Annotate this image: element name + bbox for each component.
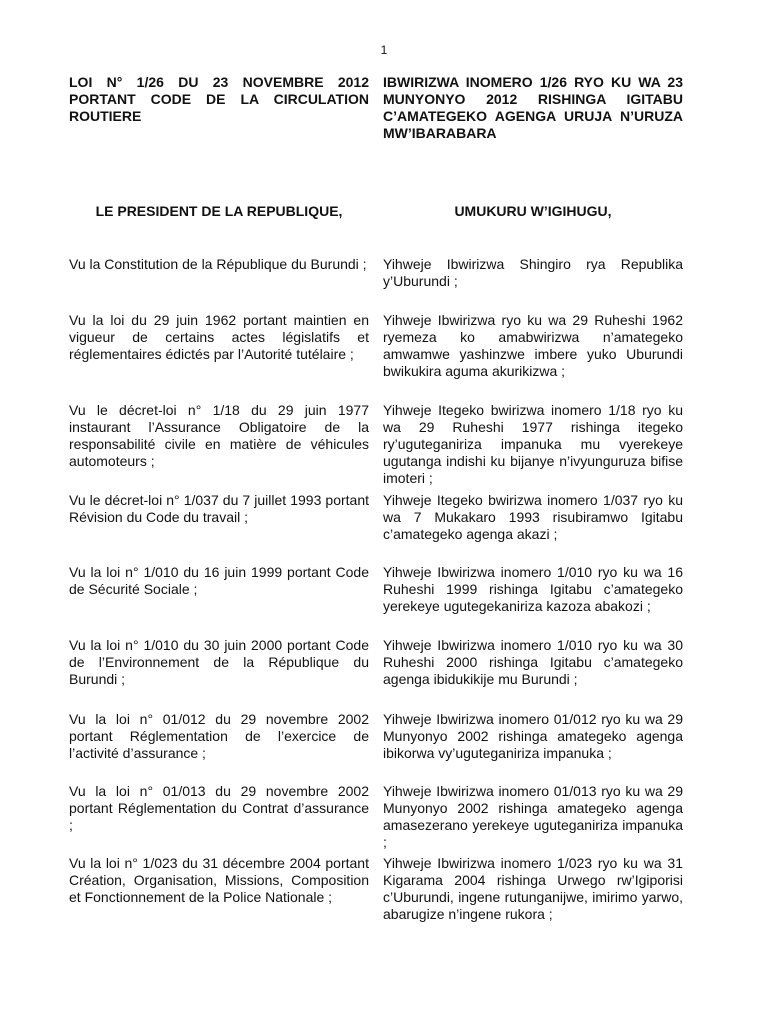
paragraph-kirundi-5: Yihweje Ibwirizwa inomero 1/010 ryo ku wa 16 Ruheshi 1999 rishinga Igitabu c’amategeko yerekeye ugutegekaniriza kazoza abakozi ; — [383, 564, 683, 614]
paragraph-french-1: Vu la Constitution de la République du Burundi ; — [69, 256, 367, 272]
paragraph-kirundi-3: Yihweje Itegeko bwirizwa inomero 1/18 ryo ku wa 29 Ruheshi 1977 rishinga itegeko ry’uguteganiriza impanuka mu vyerekeye ugutanga indishi ku bijanye n’ivyunguruza bifise imoteri ; — [383, 402, 683, 486]
paragraph-french-4: Vu le décret-loi n° 1/037 du 7 juillet 1993 portant Révision du Code du travail ; — [69, 492, 369, 525]
page-number: 1 — [380, 43, 388, 57]
paragraph-kirundi-6: Yihweje Ibwirizwa inomero 1/010 ryo ku wa 30 Ruheshi 2000 rishinga Igitabu c’amategeko agenga ibidukikije mu Burundi ; — [383, 637, 683, 687]
paragraph-french-8: Vu la loi n° 01/013 du 29 novembre 2002 portant Réglementation du Contrat d’assurance ; — [69, 783, 369, 833]
president-heading-french: LE PRESIDENT DE LA REPUBLIQUE, — [95, 203, 343, 219]
president-heading-kirundi: UMUKURU W’IGIHUGU, — [454, 203, 612, 219]
paragraph-french-7: Vu la loi n° 01/012 du 29 novembre 2002 portant Réglementation de l’exercice de l’activité d’assurance ; — [69, 711, 369, 761]
law-title-kirundi: IBWIRIZWA INOMERO 1/26 RYO KU WA 23 MUNYONYO 2012 RISHINGA IGITABU C’AMATEGEKO AGENGA URUJA N’URUZA MW’IBARABARA — [383, 74, 683, 141]
paragraph-french-3: Vu le décret-loi n° 1/18 du 29 juin 1977 instaurant l’Assurance Obligatoire de la responsabilité civile en matière de véhicules automoteurs ; — [69, 402, 369, 469]
paragraph-french-9: Vu la loi n° 1/023 du 31 décembre 2004 portant Création, Organisation, Missions, Composition et Fonctionnement de la Police Nationale ; — [69, 855, 369, 905]
law-title-french: LOI N° 1/26 DU 23 NOVEMBRE 2012 PORTANT CODE DE LA CIRCULATION ROUTIERE — [69, 74, 369, 124]
paragraph-kirundi-1: Yihweje Ibwirizwa Shingiro rya Republika y’Uburundi ; — [383, 256, 683, 289]
paragraph-french-2: Vu la loi du 29 juin 1962 portant maintien en vigueur de certains actes législatifs et réglementaires édictés par l’Autorité tutélaire ; — [69, 312, 369, 362]
paragraph-kirundi-4: Yihweje Itegeko bwirizwa inomero 1/037 ryo ku wa 7 Mukakaro 1993 risubiramwo Igitabu c’amategeko agenga akazi ; — [383, 492, 683, 542]
paragraph-kirundi-2: Yihweje Ibwirizwa ryo ku wa 29 Ruheshi 1962 ryemeza ko amabwirizwa n’amategeko amwamwe yashinzwe imbere yuko Uburundi bwikukira aguma akurikizwa ; — [383, 312, 683, 379]
paragraph-kirundi-9: Yihweje Ibwirizwa inomero 1/023 ryo ku wa 31 Kigarama 2004 rishinga Urwego rw’Igiporisi c’Uburundi, ingene rutunganijwe, imirimo yarwo, abarugize n’ingene rukora ; — [383, 855, 683, 922]
paragraph-french-5: Vu la loi n° 1/010 du 16 juin 1999 portant Code de Sécurité Sociale ; — [69, 564, 369, 597]
paragraph-kirundi-8: Yihweje Ibwirizwa inomero 01/013 ryo ku wa 29 Munyonyo 2002 rishinga amategeko agenga amasezerano yerekeye uguteganiriza impanuka ; — [383, 783, 683, 850]
paragraph-kirundi-7: Yihweje Ibwirizwa inomero 01/012 ryo ku wa 29 Munyonyo 2002 rishinga amategeko agenga ibikorwa vy’uguteganiriza impanuka ; — [383, 711, 683, 761]
paragraph-french-6: Vu la loi n° 1/010 du 30 juin 2000 portant Code de l’Environnement de la République du Burundi ; — [69, 637, 369, 687]
